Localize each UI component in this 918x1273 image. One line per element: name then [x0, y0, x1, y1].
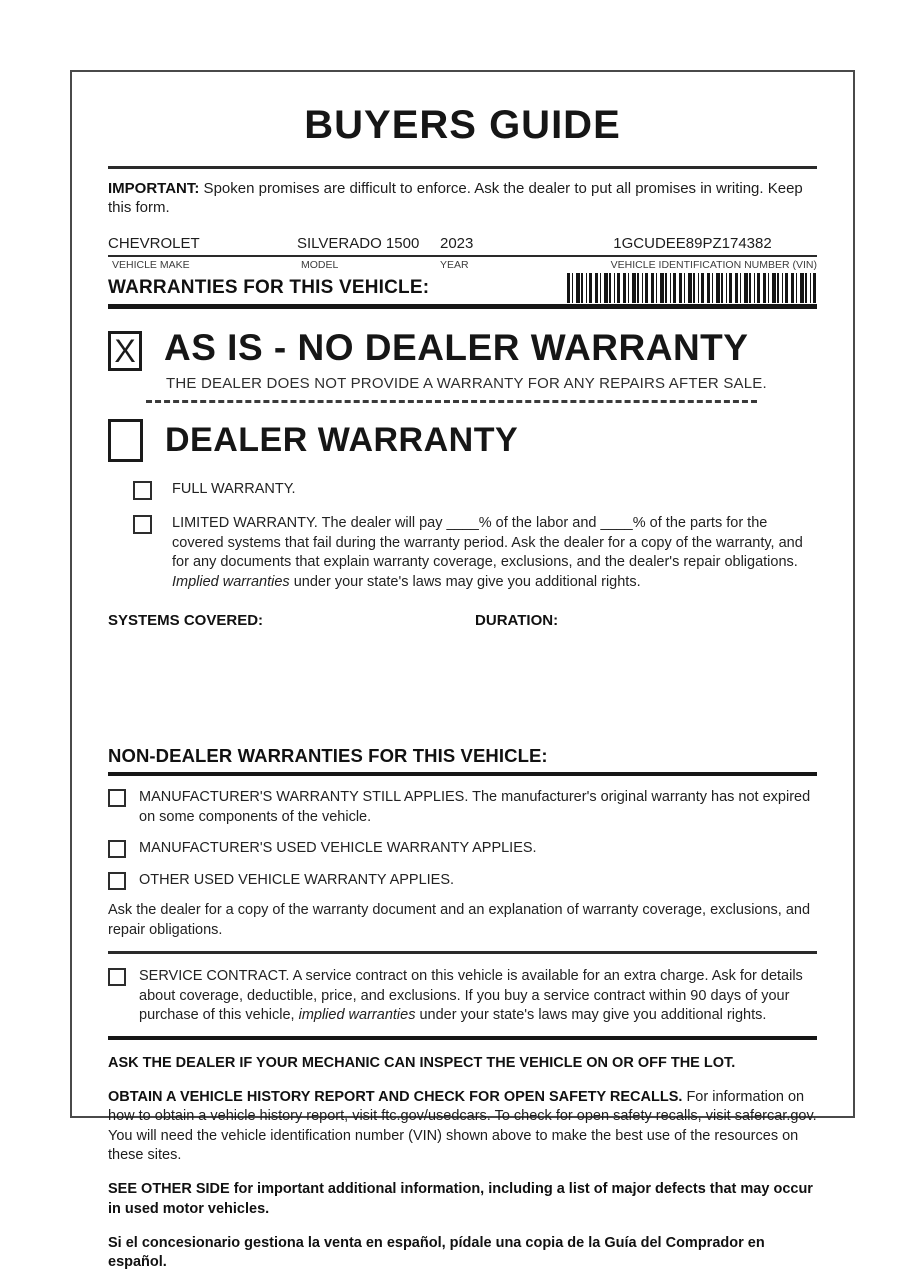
manufacturer-warranty-row: [108, 788, 817, 827]
vehicle-make-value: CHEVROLET: [108, 235, 200, 252]
divider: [108, 166, 817, 169]
other-used-warranty-row: [108, 871, 817, 891]
vehicle-year-label: YEAR: [440, 259, 469, 271]
manufacturer-warranty-label: MANUFACTURER'S WARRANTY STILL APPLIES. The manufacturer's original warranty has not expired on some components of the vehicle.: [139, 789, 811, 825]
full-warranty-label: FULL WARRANTY.: [172, 481, 296, 497]
dealer-warranty-row: [108, 419, 817, 462]
other-used-warranty-checkbox[interactable]: [108, 872, 126, 890]
vehicle-history-note: [108, 1088, 817, 1166]
manufacturer-warranty-checkbox[interactable]: [108, 789, 126, 807]
vehicle-model-value: SILVERADO 1500: [297, 235, 420, 252]
limited-warranty-italic: Implied warranties: [172, 573, 290, 590]
vin-barcode-icon: [567, 273, 817, 303]
systems-covered-label: SYSTEMS COVERED:: [108, 612, 264, 629]
limited-warranty-text-2: under your state's laws may give you additional rights.: [289, 573, 641, 590]
see-other-side-note: SEE OTHER SIDE for important additional information, including a list of major defects that may occur in used motor vehicles.: [108, 1181, 813, 1217]
limited-warranty-text: [172, 514, 817, 592]
as-is-title: AS IS - NO DEALER WARRANTY: [164, 327, 749, 368]
service-contract-checkbox[interactable]: [108, 968, 126, 986]
form-title: BUYERS GUIDE: [304, 103, 621, 147]
service-contract-italic: implied warranties: [298, 1007, 416, 1023]
limited-warranty-checkbox[interactable]: [133, 515, 152, 534]
mechanic-inspection-note: ASK THE DEALER IF YOUR MECHANIC CAN INSPECT THE VEHICLE ON OR OFF THE LOT.: [108, 1054, 736, 1071]
vehicle-info-values: [108, 235, 817, 257]
vehicle-year-value: 2023: [440, 235, 474, 252]
duration-label: DURATION:: [475, 612, 559, 629]
vehicle-history-text: For information on how to obtain a vehicle history report, visit ftc.gov/usedcars. To check for open safety recalls, visit safercar.gov. You will need the vehicle identification number (VIN) shown above to make the best use of the resources on these sites.: [108, 1088, 817, 1163]
warranty-copy-note: Ask the dealer for a copy of the warranty document and an explanation of warranty coverage, exclusions, and repair obligations.: [108, 901, 817, 954]
dealer-warranty-checkbox[interactable]: [108, 419, 143, 462]
dashed-divider: [146, 400, 757, 403]
limited-warranty-row: [133, 514, 817, 592]
vehicle-make-label: VEHICLE MAKE: [112, 259, 190, 271]
manufacturer-used-warranty-checkbox[interactable]: [108, 840, 126, 858]
systems-duration-row: [108, 612, 817, 629]
vehicle-vin-label: VEHICLE IDENTIFICATION NUMBER (VIN): [610, 259, 817, 271]
vehicle-model-label: MODEL: [301, 259, 339, 271]
vehicle-vin-value: 1GCUDEE89PZ174382: [613, 235, 772, 252]
as-is-subtitle: THE DEALER DOES NOT PROVIDE A WARRANTY FOR ANY REPAIRS AFTER SALE.: [166, 375, 767, 392]
service-contract-text-1: SERVICE CONTRACT. A service contract on this vehicle is available for an extra charge. Ask for details about coverage, deductible, price, and exclusions. If you buy a service contract within 90 days of your purchase of this vehicle,: [139, 968, 803, 1023]
buyers-guide-form: [70, 70, 855, 1270]
important-text: Spoken promises are difficult to enforce. Ask the dealer to put all promises in writing. Keep this form.: [108, 180, 803, 216]
service-contract-row: [108, 967, 817, 1026]
manufacturer-used-warranty-row: [108, 839, 817, 859]
important-notice: [108, 179, 817, 217]
as-is-row: [108, 329, 817, 371]
as-is-checkbox[interactable]: X: [108, 331, 142, 371]
service-contract-text: [139, 967, 817, 1026]
warranties-heading: WARRANTIES FOR THIS VEHICLE:: [108, 277, 430, 298]
other-used-warranty-label: OTHER USED VEHICLE WARRANTY APPLIES.: [139, 871, 455, 888]
systems-covered-blank-area: [108, 629, 817, 745]
service-contract-text-2: under your state's laws may give you additional rights.: [415, 1007, 767, 1023]
important-label: IMPORTANT:: [108, 180, 200, 197]
non-dealer-warranties-heading: NON-DEALER WARRANTIES FOR THIS VEHICLE:: [108, 745, 817, 776]
manufacturer-used-warranty-label: MANUFACTURER'S USED VEHICLE WARRANTY APPLIES.: [139, 840, 537, 856]
vehicle-history-bold: OBTAIN A VEHICLE HISTORY REPORT AND CHECK FOR OPEN SAFETY RECALLS.: [108, 1088, 683, 1105]
dealer-warranty-title: DEALER WARRANTY: [165, 421, 519, 459]
limited-warranty-text-1: LIMITED WARRANTY. The dealer will pay ____% of the labor and ____% of the parts for the covered systems that fail during the warranty period. Ask the dealer for a copy of the warranty, and for any documents that explain warranty coverage, exclusions, and the dealer's repair obligations.: [172, 515, 803, 570]
divider: [108, 1036, 817, 1040]
full-warranty-row: [133, 480, 817, 500]
warranties-header-row: [108, 273, 817, 309]
vehicle-info-labels: [108, 257, 817, 271]
full-warranty-checkbox[interactable]: [133, 481, 152, 500]
spanish-note: Si el concesionario gestiona la venta en español, pídale una copia de la Guía del Comprador en español.: [108, 1234, 765, 1270]
